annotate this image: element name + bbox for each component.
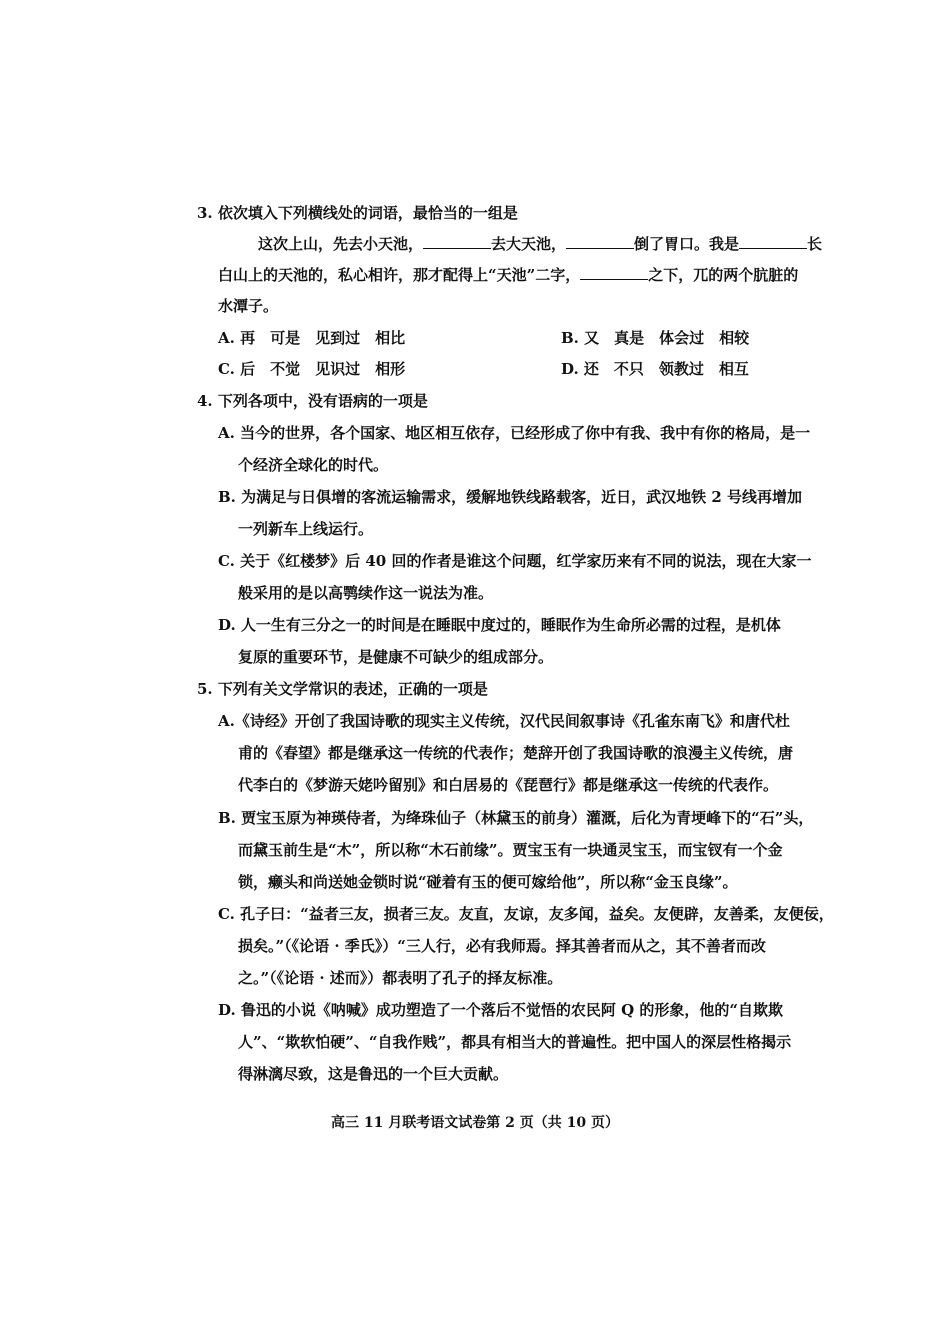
q3-option-b: B. 又 真是 体会过 相较 bbox=[561, 329, 750, 347]
q5-option-b-line1: B. 贾宝玉原为神瑛侍者，为绛珠仙子（林黛玉的前身）灌溉，后化为青埂峰下的“石”头， bbox=[218, 809, 814, 827]
q3-passage-part4: 长 bbox=[807, 235, 823, 253]
q3-option-c: C. 后 不觉 见识过 相形 bbox=[218, 360, 406, 378]
q5-option-a-line3: 代李白的《梦游天姥吟留别》和白居易的《琵琶行》都是继承这一传统的代表作。 bbox=[238, 776, 779, 794]
q3-blank-3 bbox=[739, 234, 807, 249]
q4-option-b-line2: 一列新车上线运行。 bbox=[238, 520, 374, 538]
q3-passage-part1: 这次上山，先去小天池， bbox=[258, 235, 424, 253]
q3-passage-part2: 去大天池， bbox=[491, 235, 567, 253]
q5-option-b-line3: 锁，癞头和尚送她金锁时说“碰着有玉的便可嫁给他”，所以称“金玉良缘”。 bbox=[238, 873, 738, 891]
q3-blank-1 bbox=[423, 234, 491, 249]
q3-option-a: A. 再 可是 见到过 相比 bbox=[218, 329, 406, 347]
q3-passage-line2 bbox=[218, 265, 798, 285]
q3-blank-4 bbox=[580, 265, 648, 280]
q5-option-c-line3: 之。”（《论语 · 述而》）都表明了孔子的择友标准。 bbox=[238, 969, 563, 987]
q5-stem: 5. 下列有关文学常识的表述，正确的一项是 bbox=[197, 680, 488, 698]
q5-option-d-line3: 得淋漓尽致，这是鲁迅的一个巨大贡献。 bbox=[238, 1065, 509, 1083]
q5-option-a-line1: A.《诗经》开创了我国诗歌的现实主义传统，汉代民间叙事诗《孔雀东南飞》和唐代杜 bbox=[218, 712, 790, 730]
q5-option-c-line2: 损矣。”（《论语 · 季氏》）“三人行，必有我师焉。择其善者而从之，其不善者而改 bbox=[238, 937, 766, 955]
q3-passage-line1 bbox=[258, 234, 822, 254]
q3-passage-line3: 水潭子。 bbox=[218, 297, 279, 315]
q5-option-d-line2: 人”、“欺软怕硬”、“自我作贱”，都具有相当大的普遍性。把中国人的深层性格揭示 bbox=[238, 1033, 792, 1051]
q4-option-a-line2: 个经济全球化的时代。 bbox=[238, 456, 389, 474]
q4-option-b-line1: B. 为满足与日俱增的客流运输需求，缓解地铁线路载客，近日，武汉地铁 2 号线再增加 bbox=[218, 488, 803, 506]
q3-passage-line2b: 之下，兀的两个肮脏的 bbox=[648, 266, 799, 284]
q4-stem: 4. 下列各项中，没有语病的一项是 bbox=[197, 392, 428, 410]
q3-passage-part3: 倒了胃口。我是 bbox=[634, 235, 740, 253]
page-footer: 高三 11 月联考语文试卷第 2 页（共 10 页） bbox=[331, 1115, 619, 1131]
q4-option-a-line1: A. 当今的世界，各个国家、地区相互依存，已经形成了你中有我、我中有你的格局，是一 bbox=[218, 424, 811, 442]
q5-option-c-line1: C. 孔子曰：“益者三友，损者三友。友直，友谅，友多闻，益矣。友便辟，友善柔，友便佞， bbox=[218, 905, 834, 923]
q5-option-a-line2: 甫的《春望》都是继承这一传统的代表作；楚辞开创了我国诗歌的浪漫主义传统，唐 bbox=[238, 744, 794, 762]
q3-option-d: D. 还 不只 领教过 相互 bbox=[561, 360, 749, 378]
q5-option-d-line1: D. 鲁迅的小说《呐喊》成功塑造了一个落后不觉悟的农民阿 Q 的形象，他的“自欺欺 bbox=[218, 1001, 784, 1019]
q4-option-c-line1: C. 关于《红楼梦》后 40 回的作者是谁这个问题，红学家历来有不同的说法，现在大家一 bbox=[218, 552, 812, 570]
q3-stem: 3. 依次填入下列横线处的词语，最恰当的一组是 bbox=[197, 204, 518, 222]
q3-passage-line2a: 白山上的天池的，私心相许，那才配得上“天池”二字， bbox=[218, 266, 581, 284]
q5-option-b-line2: 而黛玉前生是“木”，所以称“木石前缘”。贾宝玉有一块通灵宝玉，而宝钗有一个金 bbox=[238, 841, 783, 859]
q4-option-c-line2: 般采用的是以高鹗续作这一说法为准。 bbox=[238, 584, 494, 602]
q3-blank-2 bbox=[566, 234, 634, 249]
q4-option-d-line2: 复原的重要环节，是健康不可缺少的组成部分。 bbox=[238, 648, 554, 666]
q4-option-d-line1: D. 人一生有三分之一的时间是在睡眠中度过的，睡眠作为生命所必需的过程，是机体 bbox=[218, 616, 781, 634]
